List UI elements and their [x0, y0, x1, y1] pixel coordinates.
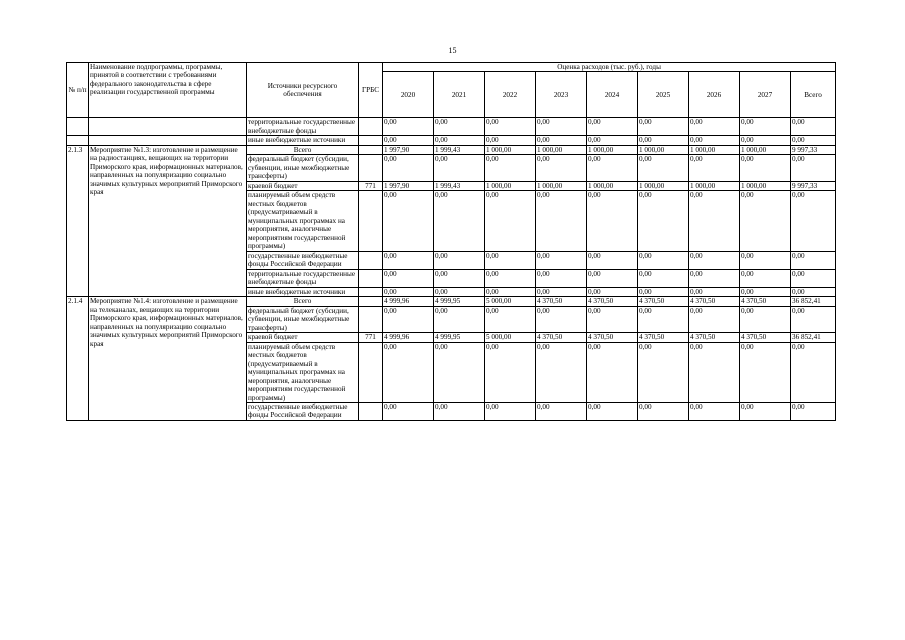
value-cell: 0,00: [383, 342, 434, 402]
source-cell: краевой бюджет: [247, 181, 359, 190]
value-cell: 0,00: [638, 287, 689, 296]
value-cell: 0,00: [587, 269, 638, 287]
value-cell: 0,00: [485, 342, 536, 402]
value-cell: 0,00: [587, 191, 638, 251]
value-cell: 0,00: [689, 269, 740, 287]
table-row: [67, 145, 836, 154]
grbs-cell: [359, 118, 383, 136]
header-year-8: Всего: [791, 72, 836, 118]
value-cell: 1 000,00: [740, 145, 791, 154]
header-year-5: 2025: [638, 72, 689, 118]
header-year-3: 2023: [536, 72, 587, 118]
value-cell: 0,00: [740, 251, 791, 269]
value-cell: 0,00: [638, 306, 689, 332]
value-cell: 1 000,00: [536, 181, 587, 190]
grbs-cell: [359, 297, 383, 306]
value-cell: 1 000,00: [587, 181, 638, 190]
value-cell: 0,00: [587, 251, 638, 269]
value-cell: 5 000,00: [485, 333, 536, 342]
header-estimate: Оценка расходов (тыс. руб.), годы: [383, 63, 836, 72]
value-cell: 0,00: [587, 306, 638, 332]
value-cell: 0,00: [485, 287, 536, 296]
value-cell: 0,00: [791, 287, 836, 296]
budget-table: [66, 62, 836, 421]
value-cell: 0,00: [638, 251, 689, 269]
value-cell: 0,00: [383, 402, 434, 420]
value-cell: 0,00: [536, 342, 587, 402]
header-year-4: 2024: [587, 72, 638, 118]
num-cell: [67, 118, 89, 136]
value-cell: 0,00: [791, 269, 836, 287]
header-year-6: 2026: [689, 72, 740, 118]
value-cell: 0,00: [740, 342, 791, 402]
value-cell: 0,00: [740, 269, 791, 287]
value-cell: 0,00: [383, 191, 434, 251]
value-cell: 4 370,50: [689, 333, 740, 342]
table-body: [67, 118, 836, 420]
value-cell: 0,00: [587, 118, 638, 136]
value-cell: 0,00: [485, 251, 536, 269]
value-cell: 4 370,50: [536, 333, 587, 342]
table-row: [67, 118, 836, 136]
source-cell: государственные внебюджетные фонды Российской Федерации: [247, 251, 359, 269]
grbs-cell: [359, 287, 383, 296]
value-cell: 4 370,50: [689, 297, 740, 306]
header-num: № п/п: [67, 63, 89, 118]
value-cell: 0,00: [434, 402, 485, 420]
value-cell: 36 852,41: [791, 297, 836, 306]
value-cell: 0,00: [536, 118, 587, 136]
value-cell: 0,00: [434, 269, 485, 287]
value-cell: 0,00: [740, 287, 791, 296]
source-cell: планируемый объем средств местных бюджетов (предусматриваемый в муниципальных программах на мероприятия, аналогичные мероприятиям государственной программы): [247, 342, 359, 402]
value-cell: 1 997,90: [383, 145, 434, 154]
value-cell: 0,00: [536, 306, 587, 332]
value-cell: 1 000,00: [485, 145, 536, 154]
header-source: Источники ресурсного обеспечения: [247, 63, 359, 118]
value-cell: 4 370,50: [536, 297, 587, 306]
source-cell: иные внебюджетные источники: [247, 287, 359, 296]
value-cell: 0,00: [638, 342, 689, 402]
grbs-cell: [359, 251, 383, 269]
value-cell: 0,00: [638, 269, 689, 287]
measure-num: 2.1.3: [67, 145, 89, 296]
value-cell: 4 999,96: [383, 333, 434, 342]
value-cell: 0,00: [434, 136, 485, 145]
grbs-cell: [359, 342, 383, 402]
source-cell: территориальные государственные внебюджетные фонды: [247, 118, 359, 136]
value-cell: 0,00: [434, 251, 485, 269]
table-header: [67, 63, 836, 118]
value-cell: 0,00: [485, 136, 536, 145]
page-number: 15: [448, 46, 457, 55]
value-cell: 4 370,50: [587, 297, 638, 306]
grbs-cell: [359, 306, 383, 332]
value-cell: 0,00: [383, 269, 434, 287]
grbs-cell: [359, 269, 383, 287]
value-cell: 0,00: [485, 191, 536, 251]
value-cell: 0,00: [536, 269, 587, 287]
source-cell: территориальные государственные внебюджетные фонды: [247, 269, 359, 287]
measure-num: 2.1.4: [67, 297, 89, 421]
value-cell: 0,00: [383, 251, 434, 269]
value-cell: 0,00: [485, 155, 536, 181]
source-cell: планируемый объем средств местных бюджетов (предусматриваемый в муниципальных программах на мероприятия, аналогичные мероприятиям государственной программы): [247, 191, 359, 251]
value-cell: 9 997,33: [791, 181, 836, 190]
table-row: [67, 297, 836, 306]
value-cell: 0,00: [740, 402, 791, 420]
value-cell: 0,00: [689, 118, 740, 136]
value-cell: 0,00: [689, 402, 740, 420]
value-cell: 0,00: [434, 191, 485, 251]
grbs-cell: 771: [359, 181, 383, 190]
value-cell: 0,00: [383, 155, 434, 181]
value-cell: 0,00: [791, 191, 836, 251]
value-cell: 0,00: [638, 402, 689, 420]
value-cell: 4 370,50: [638, 297, 689, 306]
value-cell: 0,00: [791, 136, 836, 145]
value-cell: 0,00: [740, 306, 791, 332]
measure-name: Мероприятие №1.3: изготовление и размещение на радиостанциях, вещающих на территории Приморского края, информационных материалов, направленных на популяризацию социально значимых культурных мероприятий Приморского края: [89, 145, 247, 296]
value-cell: 0,00: [689, 136, 740, 145]
value-cell: 4 370,50: [587, 333, 638, 342]
value-cell: 0,00: [536, 136, 587, 145]
value-cell: 0,00: [689, 251, 740, 269]
measure-name: Мероприятие №1.4: изготовление и размещение на телеканалах, вещающих на территории Приморского края, информационных материалов, направленных на популяризацию социально значимых культурных мероприятий Приморского края: [89, 297, 247, 421]
value-cell: 0,00: [587, 287, 638, 296]
value-cell: 1 000,00: [689, 145, 740, 154]
grbs-cell: [359, 402, 383, 420]
grbs-cell: [359, 145, 383, 154]
value-cell: 0,00: [485, 306, 536, 332]
header-year-7: 2027: [740, 72, 791, 118]
value-cell: 0,00: [587, 402, 638, 420]
value-cell: 0,00: [587, 342, 638, 402]
value-cell: 1 000,00: [587, 145, 638, 154]
value-cell: 0,00: [434, 342, 485, 402]
table-row: [67, 136, 836, 145]
value-cell: 0,00: [740, 136, 791, 145]
value-cell: 36 852,41: [791, 333, 836, 342]
value-cell: 0,00: [536, 287, 587, 296]
value-cell: 0,00: [587, 136, 638, 145]
value-cell: 4 370,50: [740, 333, 791, 342]
value-cell: 1 999,43: [434, 145, 485, 154]
name-cell: [89, 118, 247, 136]
header-grbs: ГРБС: [359, 63, 383, 118]
value-cell: 0,00: [791, 118, 836, 136]
value-cell: 0,00: [434, 118, 485, 136]
value-cell: 0,00: [638, 118, 689, 136]
value-cell: 0,00: [740, 191, 791, 251]
value-cell: 0,00: [536, 402, 587, 420]
value-cell: 0,00: [638, 191, 689, 251]
value-cell: 0,00: [638, 155, 689, 181]
value-cell: 0,00: [689, 287, 740, 296]
value-cell: 1 000,00: [689, 181, 740, 190]
value-cell: 0,00: [434, 155, 485, 181]
source-cell: краевой бюджет: [247, 333, 359, 342]
value-cell: 0,00: [485, 118, 536, 136]
value-cell: 0,00: [434, 287, 485, 296]
grbs-cell: [359, 191, 383, 251]
value-cell: 0,00: [434, 306, 485, 332]
header-name: Наименование подпрограммы, программы, принятой в соответствии с требованиями федерального законодательства в сфере реализации государственной программы: [89, 63, 247, 118]
value-cell: 0,00: [485, 269, 536, 287]
value-cell: 0,00: [791, 306, 836, 332]
source-cell: Всего: [247, 145, 359, 154]
value-cell: 0,00: [383, 118, 434, 136]
header-year-0: 2020: [383, 72, 434, 118]
value-cell: 0,00: [638, 136, 689, 145]
value-cell: 0,00: [791, 402, 836, 420]
value-cell: 0,00: [689, 155, 740, 181]
source-cell: федеральный бюджет (субсидии, субвенции, иные межбюджетные трансферты): [247, 155, 359, 181]
grbs-cell: [359, 136, 383, 145]
value-cell: 4 999,95: [434, 333, 485, 342]
value-cell: 0,00: [536, 155, 587, 181]
value-cell: 1 000,00: [638, 181, 689, 190]
value-cell: 0,00: [791, 155, 836, 181]
header-year-2: 2022: [485, 72, 536, 118]
value-cell: 0,00: [791, 251, 836, 269]
value-cell: 0,00: [383, 136, 434, 145]
source-cell: иные внебюджетные источники: [247, 136, 359, 145]
source-cell: Всего: [247, 297, 359, 306]
value-cell: 1 000,00: [536, 145, 587, 154]
value-cell: 0,00: [689, 342, 740, 402]
source-cell: государственные внебюджетные фонды Российской Федерации: [247, 402, 359, 420]
value-cell: 0,00: [689, 306, 740, 332]
value-cell: 4 999,96: [383, 297, 434, 306]
grbs-cell: [359, 155, 383, 181]
value-cell: 5 000,00: [485, 297, 536, 306]
num-cell: [67, 136, 89, 145]
value-cell: 0,00: [740, 118, 791, 136]
value-cell: 0,00: [536, 191, 587, 251]
value-cell: 1 000,00: [485, 181, 536, 190]
value-cell: 0,00: [740, 155, 791, 181]
value-cell: 0,00: [536, 251, 587, 269]
value-cell: 0,00: [485, 402, 536, 420]
value-cell: 4 370,50: [740, 297, 791, 306]
value-cell: 0,00: [383, 287, 434, 296]
source-cell: федеральный бюджет (субсидии, субвенции, иные межбюджетные трансферты): [247, 306, 359, 332]
header-year-1: 2021: [434, 72, 485, 118]
value-cell: 4 999,95: [434, 297, 485, 306]
value-cell: 0,00: [587, 155, 638, 181]
value-cell: 1 997,90: [383, 181, 434, 190]
value-cell: 0,00: [383, 306, 434, 332]
value-cell: 1 000,00: [638, 145, 689, 154]
value-cell: 0,00: [791, 342, 836, 402]
value-cell: 1 999,43: [434, 181, 485, 190]
name-cell: [89, 136, 247, 145]
value-cell: 0,00: [689, 191, 740, 251]
value-cell: 9 997,33: [791, 145, 836, 154]
grbs-cell: 771: [359, 333, 383, 342]
value-cell: 4 370,50: [638, 333, 689, 342]
value-cell: 1 000,00: [740, 181, 791, 190]
